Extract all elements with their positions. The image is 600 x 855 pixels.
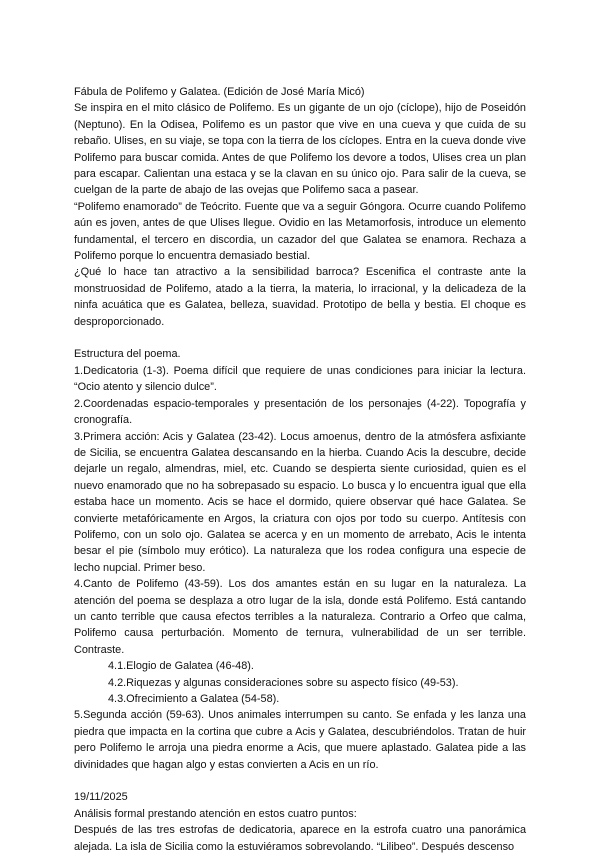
structure-heading: Estructura del poema.: [74, 348, 181, 361]
section-1: 1.Dedicatoria (1-3). Poema difícil que requiere de unas condiciones para iniciar la lectura. “Ocio atento y silencio dulce”.: [74, 364, 526, 394]
section-5: 5.Segunda acción (59-63). Unos animales interrumpen su canto. Se enfada y les lanza una piedra que impacta en la cortina que cubre a Acis y Galatea, descubriéndolos. Tratan de huir pero Polifemo le arroja una piedra enorme a Acis, que muere aplastado. Galatea pide a las divinidades que hagan algo y estas convierten a Acis en un río.: [74, 709, 526, 771]
blank-line: [74, 330, 526, 346]
document-page: [74, 84, 526, 855]
intro-paragraph-3: ¿Qué lo hace tan atractivo a la sensibilidad barroca? Escenifica el contraste ante la monstruosidad de Polifemo, atado a la tierra, la materia, lo irracional, y la delicadeza de la ninfa acuática que es Galatea, belleza, suavidad. Prototipo de bella y bestia. El choque es desproporcionado.: [74, 266, 526, 328]
intro-paragraph-1: Se inspira en el mito clásico de Polifemo. Es un gigante de un ojo (cíclope), hijo de Poseidón (Neptuno). En la Odisea, Polifemo es un pastor que vive en una cueva y que cuida de su rebaño. Ulises, en su viaje, se topa con la tierra de los cíclopes. Entra en la cueva donde vive Polifemo para buscar comida. Antes de que Polifemo los devore a todos, Ulises crea un plan para escapar. Calientan una estaca y se la clavan en su único ojo. Para salir de la cueva, se cuelgan de la parte de abajo de las ovejas que Polifemo saca a pasear.: [74, 102, 526, 197]
subsection-4-1: 4.1.Elogio de Galatea (46-48).: [108, 660, 254, 673]
section-4: 4.Canto de Polifemo (43-59). Los dos amantes están en su lugar en la naturaleza. La atención del poema se desplaza a otro lugar de la isla, donde está Polifemo. Está cantando un canto terrible que causa efectos terribles a la naturaleza. Contrario a Orfeo que calma, Polifemo causa perturbación. Momento de ternura, vulnerabilidad de un ser terrible. Contraste.: [74, 578, 526, 656]
intro-paragraph-2: “Polifemo enamorado” de Teócrito. Fuente que va a seguir Góngora. Ocurre cuando Polifemo aún es joven, antes de que Ulises llegue. Ovidio en las Metamorfosis, introduce un elemento fundamental, el tercero en discordia, un cazador del que Galatea se enamora. Rechaza a Polifemo porque lo encuentra demasiado bestial.: [74, 200, 526, 263]
date-line: 19/11/2025: [74, 791, 128, 804]
analysis-text: Después de las tres estrofas de dedicatoria, aparece en la estrofa cuatro una panorámica alejada. La isla de Sicilia como la estuviéramos sobrevolando. “Lilibeo”. Después descenso: [74, 824, 526, 853]
subsection-4-3: 4.3.Ofrecimiento a Galatea (54-58).: [108, 693, 280, 706]
blank-line: [74, 773, 526, 789]
subsection-4-2: 4.2.Riquezas y algunas consideraciones sobre su aspecto físico (49-53).: [108, 676, 459, 689]
section-2: 2.Coordenadas espacio-temporales y presentación de los personajes (4-22). Topografía y cronografía.: [74, 397, 526, 427]
document-title: Fábula de Polifemo y Galatea. (Edición de José María Micó): [74, 86, 365, 98]
section-3: 3.Primera acción: Acis y Galatea (23-42). Locus amoenus, dentro de la atmósfera asfixiante de Sicilia, se encuentra Galatea descansando en la hierba. Cuando Acis la descubre, decide dejarle un regalo, almendras, miel, etc. Cuando se despierta siente curiosidad, quien es el nuevo enamorado que no ha sobrepasado su espacio. Lo busca y lo encuentra igual que ella estaba hace un momento. Acis se hace el dormido, quiere observar qué hace Galatea. Se convierte metafóricamente en Argos, la criatura con ojos por todo su cuerpo. Antítesis con Polifemo, con un solo ojo. Galatea se acerca y en un momento de arrebato, Acis le intenta besar el pie (símbolo muy erótico). La naturaleza que los rodea configura una especie de lecho nupcial. Primer beso.: [74, 430, 526, 574]
analysis-heading: Análisis formal prestando atención en estos cuatro puntos:: [74, 807, 357, 820]
